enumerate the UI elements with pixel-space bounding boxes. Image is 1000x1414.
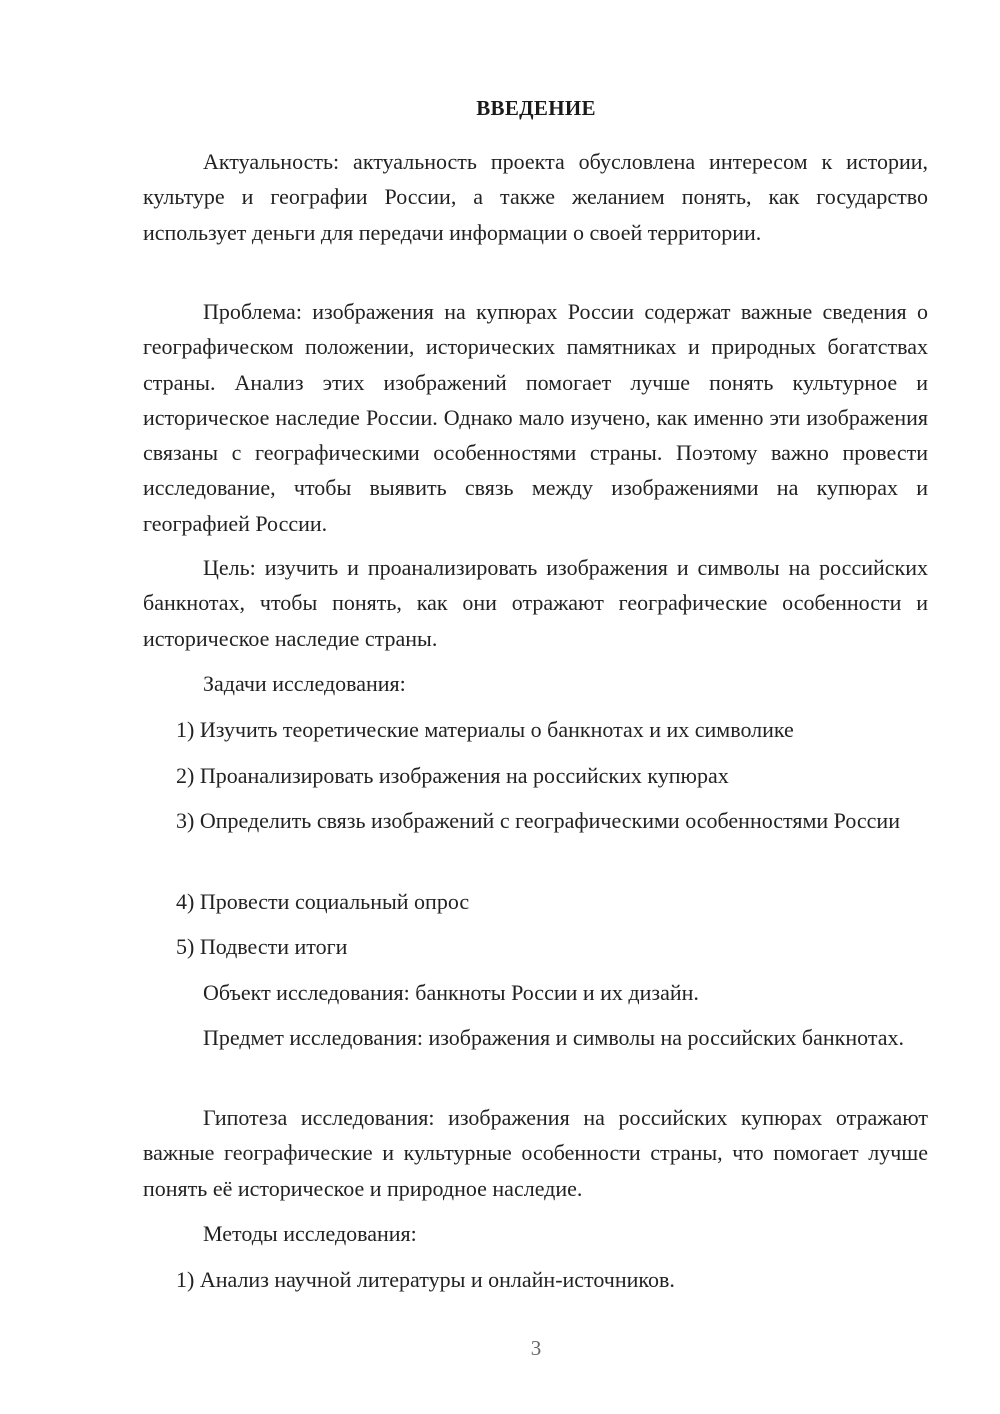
method-item-1: 1) Анализ научной литературы и онлайн-источников. [176, 1267, 675, 1292]
subject-paragraph: Предмет исследования: изображения и символы на российских банкнотах. [203, 1025, 904, 1050]
tasks-title: Задачи исследования: [203, 671, 406, 696]
problem-paragraph: Проблема: изображения на купюрах России содержат важные сведения о географическом положении, исторических памятниках и природных богатствах страны. Анализ этих изображений помогает лучше понять культурное и историческое наследие России. Однако мало изучено, как именно эти изображения связаны с географическими особенностями страны. Поэтому важно провести исследование, чтобы выявить связь между изображениями на купюрах и географией России. [143, 299, 928, 536]
task-item-3: 3) Определить связь изображений с географическими особенностями России [176, 808, 900, 833]
task-item-5: 5) Подвести итоги [176, 934, 348, 959]
task-item-1: 1) Изучить теоретические материалы о банкнотах и их символике [176, 717, 794, 742]
methods-title: Методы исследования: [203, 1221, 417, 1246]
section-heading: ВВЕДЕНИЕ [476, 96, 596, 120]
task-item-2: 2) Проанализировать изображения на российских купюрах [176, 763, 729, 788]
object-paragraph: Объект исследования: банкноты России и их дизайн. [203, 980, 699, 1005]
hypothesis-paragraph: Гипотеза исследования: изображения на российских купюрах отражают важные географические и культурные особенности страны, что помогает лучше понять её историческое и природное наследие. [143, 1105, 928, 1201]
relevance-paragraph: Актуальность: актуальность проекта обусловлена интересом к истории, культуре и географии России, а также желанием понять, как государство использует деньги для передачи информации о своей территории. [143, 149, 928, 245]
task-item-4: 4) Провести социальный опрос [176, 889, 470, 914]
goal-paragraph: Цель: изучить и проанализировать изображения и символы на российских банкнотах, чтобы понять, как они отражают географические особенности и историческое наследие страны. [143, 555, 928, 651]
page-number: 3 [530, 1336, 542, 1360]
